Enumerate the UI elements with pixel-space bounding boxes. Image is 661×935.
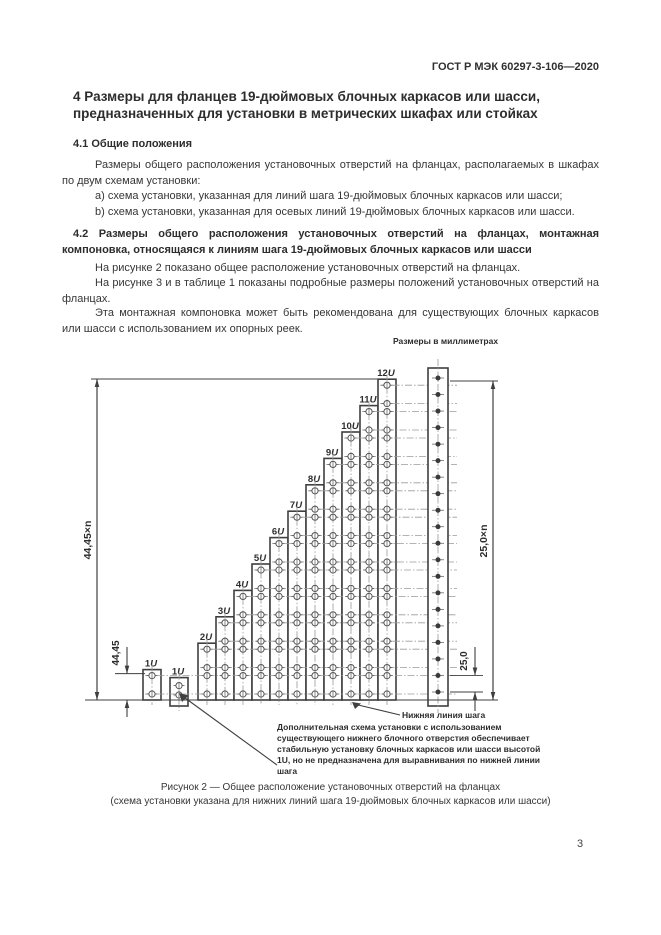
section-4-title: 4 Размеры для фланцев 19-дюймовых блочных каркасов или шасси, предназначенных для установки в метрических шкафах или стойках <box>73 89 540 121</box>
bottom-pitch-line-label: Нижняя линия шага <box>402 710 486 720</box>
section-4-1-title: 4.1 Общие положения <box>73 138 193 150</box>
svg-text:1U: 1U <box>171 666 185 678</box>
rack-unit-bars <box>143 368 396 706</box>
dimensions-units-label: Размеры в миллиметрах <box>393 336 499 346</box>
svg-text:8U: 8U <box>307 473 321 485</box>
svg-text:5U: 5U <box>253 553 267 564</box>
svg-text:11U: 11U <box>359 394 377 406</box>
section-4-2-title: 4.2 Размеры общего расположения установочных отверстий на фланцах, монтажная компоновка, относящаяся к линиям шага 19-дюймовых блочных каркасов или шасси <box>62 228 599 256</box>
paragraph-figure-2-ref: На рисунке 2 показано общее расположение установочных отверстий на фланцах. <box>95 262 521 274</box>
page-number: 3 <box>576 838 584 850</box>
svg-text:10U: 10U <box>341 421 359 432</box>
list-item-b: b) схема установки, указанная для осевых линий 19-дюймовых блочных каркасов или шасси. <box>95 206 575 218</box>
svg-text:2U: 2U <box>199 632 213 644</box>
svg-text:12U: 12U <box>377 368 395 380</box>
list-item-a: a) схема установки, указанная для линий шага 19-дюймовых блочных каркасов или шасси; <box>95 190 563 202</box>
figure-caption-line2: (схема установки указана для нижних линий шага 19-дюймовых блочных каркасов или шасси) <box>110 796 551 807</box>
figure-caption-line1: Рисунок 2 — Общее расположение установочных отверстий на фланцах <box>160 782 501 793</box>
svg-text:25,0: 25,0 <box>459 651 470 671</box>
paragraph-mounting-recommendation: Эта монтажная компоновка может быть рекомендована для существующих блочных каркасов или шасси с использованием их опорных реек. <box>62 307 599 335</box>
svg-text:44,45×n: 44,45×n <box>82 520 94 560</box>
paragraph-figure-3-ref: На рисунке 3 и в таблице 1 показаны подробные размеры положений установочных отверстий на фланцах. <box>62 277 599 305</box>
svg-text:25,0×n: 25,0×n <box>478 524 490 558</box>
svg-text:7U: 7U <box>289 500 303 512</box>
paragraph-install-schemes: Размеры общего расположения установочных отверстий на фланцах, располагаемых в шкафах по двум схемам установки: <box>62 159 599 187</box>
svg-text:9U: 9U <box>325 447 339 459</box>
svg-text:44,45: 44,45 <box>111 640 122 666</box>
svg-text:1U: 1U <box>144 658 158 670</box>
svg-text:3U: 3U <box>217 605 231 617</box>
svg-text:6U: 6U <box>271 526 285 538</box>
figure-note: Дополнительная схема установки с использованием существующего нижнего блочного отверстия обеспечивает стабильную установку блочных каркасов или шасси высотой 1U, но не предназначена для выравнивания по нижней линии шага <box>277 722 541 776</box>
standard-number: ГОСТ Р МЭК 60297-3-106—2020 <box>431 61 599 73</box>
metric-rail <box>428 359 448 713</box>
svg-text:4U: 4U <box>235 579 249 591</box>
